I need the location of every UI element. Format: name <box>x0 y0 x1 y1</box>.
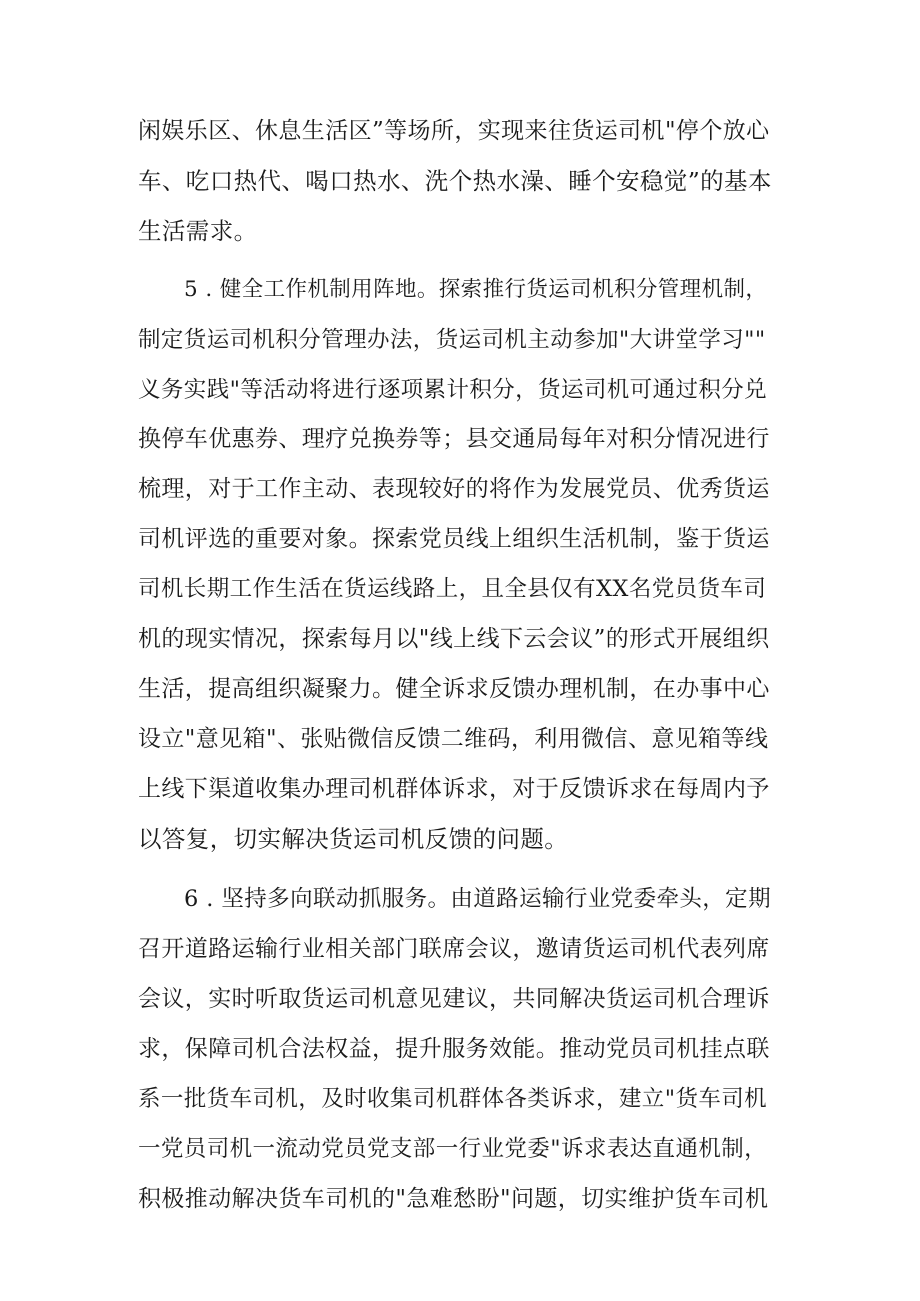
paragraph-line: 梳理，对于工作主动、表现较好的将作为发展党员、优秀货运 <box>138 476 770 502</box>
paragraph-line: 5 . 健全工作机制用阵地。探索推行货运司机积分管理机制， <box>184 277 768 302</box>
paragraph-line: 积极推动解决货车司机的"急难愁盼"问题，切实维护货车司机 <box>138 1186 769 1212</box>
paragraph-line: 司机长期工作生活在货运线路上，且全县仅有XX名党员货车司 <box>138 576 767 602</box>
paragraph-line: 生活，提高组织凝聚力。健全诉求反馈办理机制，在办事中心 <box>138 676 770 702</box>
paragraph-line: 求，保障司机合法权益，提升服务效能。推动党员司机挂点联 <box>138 1036 770 1062</box>
paragraph-line: 义务实践"等活动将进行逐项累计积分，货运司机可通过积分兑 <box>138 377 768 403</box>
paragraph-line: 设立"意见箱"、张贴微信反馈二维码，利用微信、意见箱等线 <box>138 726 769 752</box>
paragraph-line: 6 . 坚持多向联动抓服务。由道路运输行业党委牵头，定期 <box>184 886 771 912</box>
paragraph-line: 系一批货车司机，及时收集司机群体各类诉求，建立"货车司机 <box>138 1086 768 1112</box>
paragraph-line: 生活需求。 <box>138 217 258 245</box>
paragraph-line: 闲娱乐区、休息生活区”等场所，实现来往货运司机"停个放心 <box>138 118 770 144</box>
paragraph-line: 会议，实时听取货运司机意见建议，共同解决货运司机合理诉 <box>138 986 770 1012</box>
paragraph-line: 召开道路运输行业相关部门联席会议，邀请货运司机代表列席 <box>138 936 770 962</box>
paragraph-line: 上线下渠道收集办理司机群体诉求，对于反馈诉求在每周内予 <box>138 776 770 802</box>
paragraph-line: 一党员司机一流动党员党支部一行业党委"诉求表达直通机制， <box>138 1136 768 1162</box>
paragraph-line: 车、吃口热代、喝口热水、洗个热水澡、睡个安稳觉”的基本 <box>138 167 772 195</box>
paragraph-line: 机的现实情况，探索每月以"线上线下云会议”的形式开展组织 <box>138 626 770 652</box>
paragraph-line: 换停车优惠券、理疗兑换券等；县交通局每年对积分情况进行 <box>138 426 770 452</box>
paragraph-line: 司机评选的重要对象。探索党员线上组织生活机制，鉴于货运 <box>138 526 770 552</box>
paragraph-line: 制定货运司机积分管理办法，货运司机主动参加"大讲堂学习"" <box>138 327 766 353</box>
paragraph-line: 以答复，切实解决货运司机反馈的问题。 <box>138 825 569 853</box>
